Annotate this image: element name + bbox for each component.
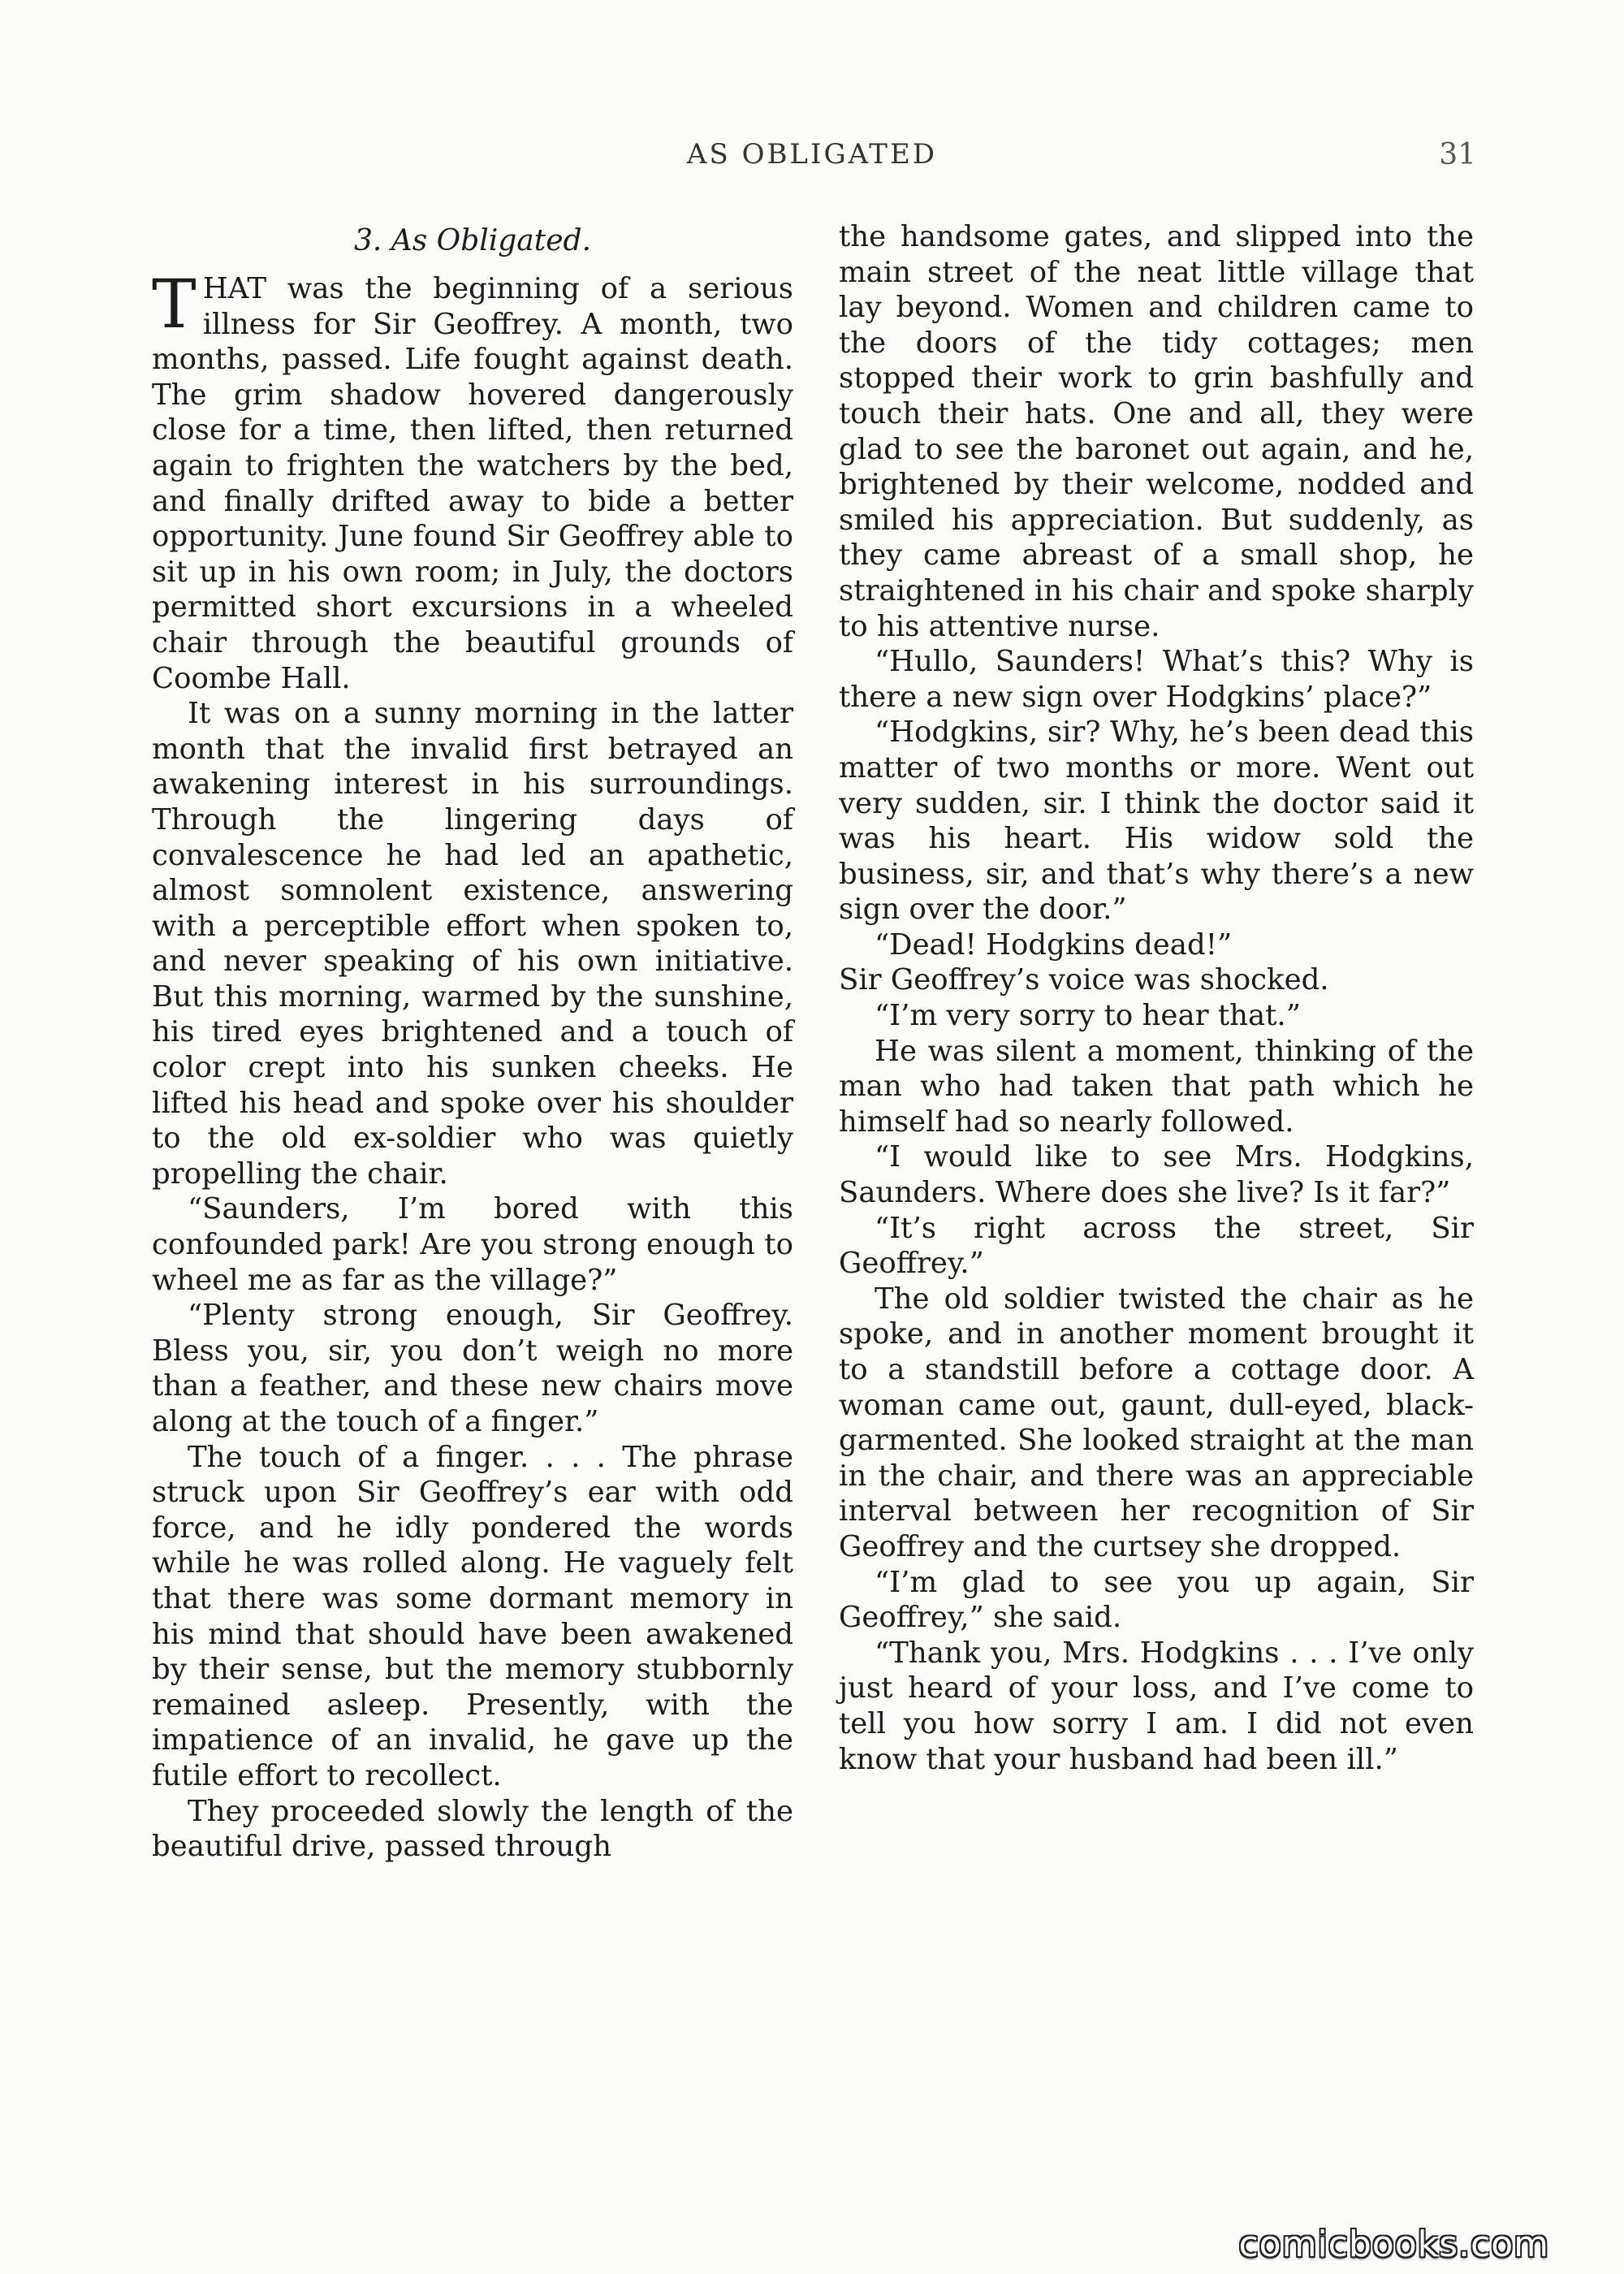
watermark: comicbooks.com <box>1238 2224 1549 2265</box>
running-header <box>0 138 1624 187</box>
paragraph: “It’s right across the street, Sir Geoffrey.” <box>839 1211 1474 1281</box>
running-title: AS OBLIGATED <box>686 138 938 171</box>
paragraph: The touch of a finger. . . . The phrase struck upon Sir Geoffrey’s ear with odd force, and he idly pondered the words while he was rolled along. He vaguely felt that there was some dormant memory in his mind that should have been awakened by their sense, but the memory stubbornly remained asleep. Presently, with the impatience of an invalid, he gave up the futile effort to recollect. <box>152 1440 793 1792</box>
paragraph: The old soldier twisted the chair as he spoke, and in another moment brought it to a standstill before a cottage door. A woman came out, gaunt, dull-eyed, black-garmented. She looked straight at the man in the chair, and there was an appreciable interval between her recognition of Sir Geoffrey and the curtsey she dropped. <box>839 1282 1474 1563</box>
right-column <box>839 219 1474 1777</box>
paragraph: “Dead! Hodgkins dead!” <box>875 927 1233 962</box>
paragraph: “Saunders, I’m bored with this confounded park! Are you strong enough to wheel me as far as the village?” <box>152 1192 793 1297</box>
paragraph: “Hullo, Saunders! What’s this? Why is there a new sign over Hodgkins’ place?” <box>839 645 1474 714</box>
paragraph: It was on a sunny morning in the latter month that the invalid first betrayed an awakening interest in his surroundings. Through the lingering days of convalescence he had led an apathetic, almost somnolent existence, answering with a perceptible effort when spoken to, and never speaking of his own initiative. But this morning, warmed by the sunshine, his tired eyes brightened and a touch of color crept into his sunken cheeks. He lifted his head and spoke over his shoulder to the old ex-soldier who was quietly propelling the chair. <box>152 697 793 1191</box>
paragraph: They proceeded slowly the length of the beautiful drive, passed through <box>152 1794 793 1864</box>
page-number: 31 <box>1439 138 1476 171</box>
paragraph: “Thank you, Mrs. Hodgkins . . . I’ve only just heard of your loss, and I’ve come to tell you how sorry I am. I did not even know that your husband had been ill.” <box>839 1636 1474 1776</box>
paragraph: He was silent a moment, thinking of the man who had taken that path which he himself had so nearly followed. <box>839 1034 1474 1139</box>
paragraph: the handsome gates, and slipped into the main street of the neat little village that lay beyond. Women and children came to the doors of the tidy cottages; men stopped their work to grin bashfully and touch their hats. One and all, they were glad to see the baronet out again, and he, brightened by their welcome, nodded and smiled his appreciation. But suddenly, as they came abreast of a small shop, he straightened in his chair and spoke sharply to his attentive nurse. <box>839 220 1474 643</box>
paragraph: Sir Geoffrey’s voice was shocked. <box>839 963 1329 997</box>
paragraph: “Hodgkins, sir? Why, he’s been dead this matter of two months or more. Went out very sudden, sir. I think the doctor said it was his heart. His widow sold the business, sir, and that’s why there’s a new sign over the door.” <box>839 715 1474 927</box>
paragraph: “Plenty strong enough, Sir Geoffrey. Bless you, sir, you don’t weigh no more than a feather, and these new chairs move along at the touch of a finger.” <box>152 1299 793 1438</box>
paragraph: “I would like to see Mrs. Hodgkins, Saunders. Where does she live? Is it far?” <box>839 1140 1474 1210</box>
left-column <box>152 219 793 1865</box>
section-heading: 3. As Obligated. <box>353 224 592 257</box>
paragraph: “I’m glad to see you up again, Sir Geoffrey,” she said. <box>839 1565 1474 1635</box>
paragraph <box>152 266 793 696</box>
paragraph-text: HAT was the beginning of a serious illness for Sir Geoffrey. A month, two months, passed. Life fought against death. The grim shadow hovered dangerously close for a time, then lifted, then returned again to frighten the watchers by the bed, and finally drifted away to bide a better opportunity. June found Sir Geoffrey able to sit up in his own room; in July, the doctors permitted short excursions in a wheeled chair through the beautiful grounds of Coombe Hall. <box>152 272 793 695</box>
drop-cap: T <box>152 266 197 344</box>
paragraph: “I’m very sorry to hear that.” <box>875 999 1301 1033</box>
